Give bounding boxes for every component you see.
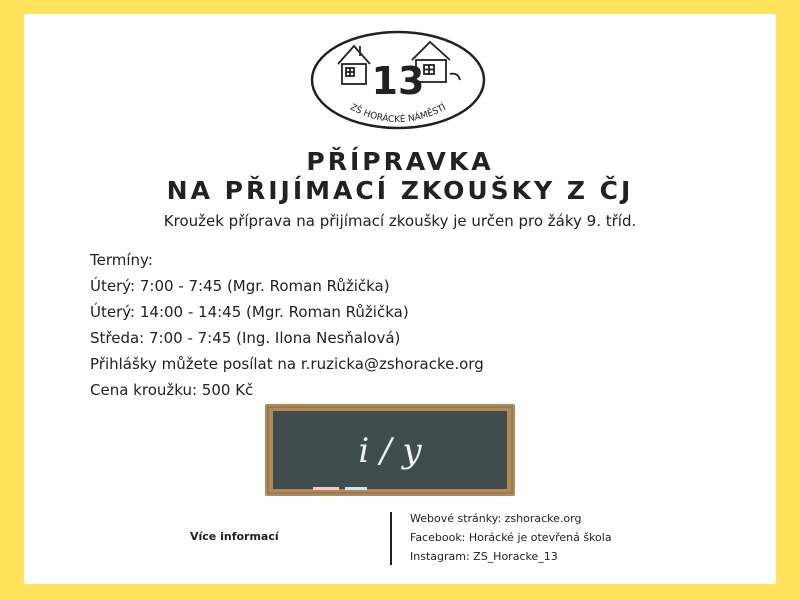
info-signup: Přihlášky můžete posílat na r.ruzicka@zshoracke.org — [90, 355, 484, 373]
contact-facebook[interactable]: Facebook: Horácké je otevřená škola — [410, 531, 612, 544]
intro-text: Kroužek příprava na přijímací zkoušky je určen pro žáky 9. tříd. — [163, 212, 637, 230]
more-info-label: Více informací — [190, 530, 279, 543]
info-line: Úterý: 14:00 - 14:45 (Mgr. Roman Růžička) — [90, 303, 409, 321]
divider — [390, 512, 392, 565]
chalkboard-image — [265, 404, 515, 496]
info-line: Úterý: 7:00 - 7:45 (Mgr. Roman Růžička) — [90, 277, 390, 295]
page-title-line1: PŘÍPRAVKA — [306, 147, 494, 176]
poster — [24, 14, 776, 584]
logo-ring-text: ZŠ HORÁCKÉ NÁMĚSTÍ — [348, 102, 448, 126]
info-price: Cena kroužku: 500 Kč — [90, 381, 254, 399]
info-list — [90, 247, 484, 403]
contact-list — [410, 509, 612, 566]
chalkboard-text: i / y — [358, 431, 422, 471]
info-terms-heading: Termíny: — [90, 251, 153, 269]
contact-website[interactable]: Webové stránky: zshoracke.org — [410, 512, 582, 525]
school-logo — [310, 30, 486, 130]
contact-instagram[interactable]: Instagram: ZS_Horacke_13 — [410, 550, 558, 563]
info-line: Středa: 7:00 - 7:45 (Ing. Ilona Nesňalová) — [90, 329, 401, 347]
logo-number: 13 — [371, 59, 425, 103]
page-title-line2: NA PŘIJÍMACÍ ZKOUŠKY Z ČJ — [166, 176, 634, 205]
